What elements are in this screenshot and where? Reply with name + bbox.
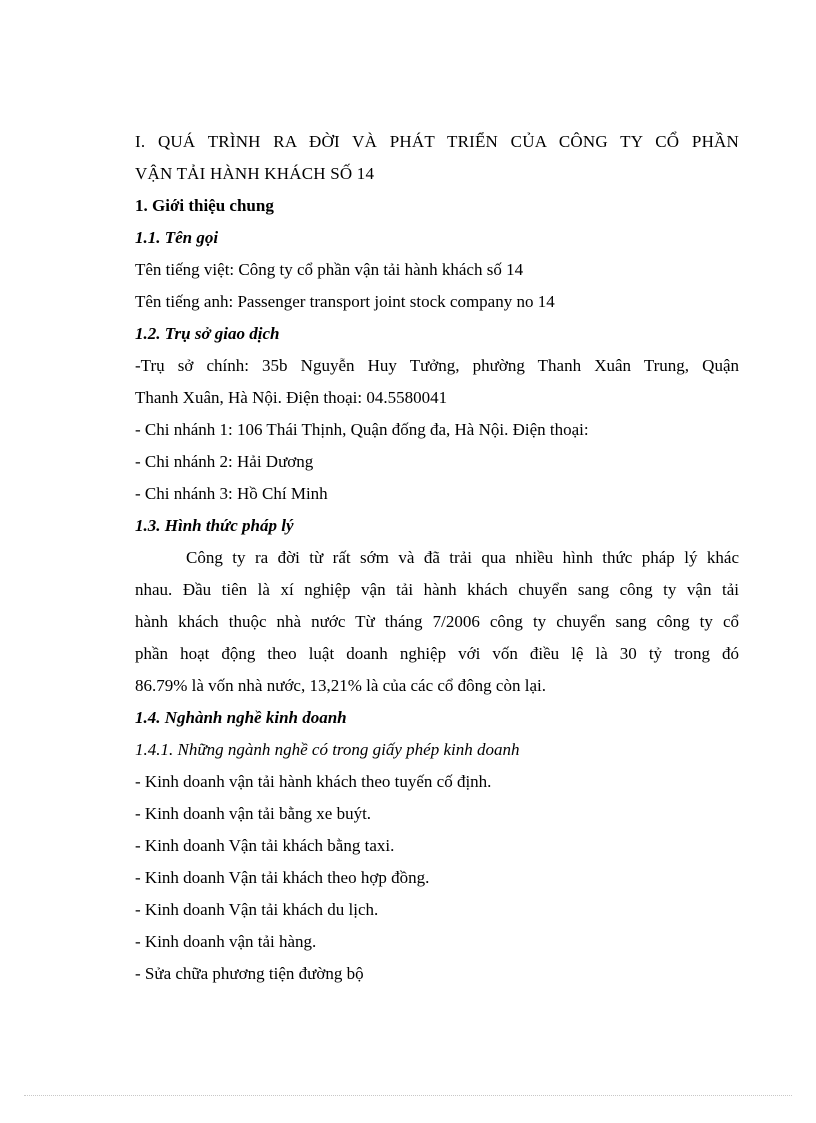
page-bottom-divider: [24, 1095, 792, 1096]
paragraph-line-4: phần hoạt động theo luật doanh nghiệp với vốn điều lệ là 30 tỷ trong đó: [135, 644, 739, 663]
branch-1: - Chi nhánh 1: 106 Thái Thịnh, Quận đống đa, Hà Nội. Điện thoại:: [135, 420, 589, 439]
section-1-4-heading: 1.4. Nghành nghề kinh doanh: [135, 708, 347, 727]
list-item: - Kinh doanh Vận tải khách theo hợp đồng.: [135, 868, 430, 887]
list-item: - Kinh doanh Vận tải khách du lịch.: [135, 900, 379, 919]
list-item: - Kinh doanh vận tải hành khách theo tuyến cố định.: [135, 772, 492, 791]
list-item: - Kinh doanh vận tải hàng.: [135, 932, 317, 951]
headquarters-line-1: -Trụ sở chính: 35b Nguyễn Huy Tưởng, phường Thanh Xuân Trung, Quận: [135, 356, 739, 375]
paragraph-line-5: 86.79% là vốn nhà nước, 13,21% là của các cổ đông còn lại.: [135, 676, 546, 695]
branch-3: - Chi nhánh 3: Hồ Chí Minh: [135, 484, 328, 503]
title-line-1: I. QUÁ TRÌNH RA ĐỜI VÀ PHÁT TRIỂN CỦA CÔNG TY CỔ PHẦN: [135, 132, 739, 151]
section-1-1-heading: 1.1. Tên gọi: [135, 228, 219, 247]
list-item: - Sửa chữa phương tiện đường bộ: [135, 964, 364, 983]
name-vietnamese: Tên tiếng việt: Công ty cổ phần vận tải hành khách số 14: [135, 260, 524, 279]
title-line-2: VẬN TẢI HÀNH KHÁCH SỐ 14: [135, 164, 375, 183]
paragraph-line-1: Công ty ra đời từ rất sớm và đã trải qua nhiều hình thức pháp lý khác: [186, 548, 739, 567]
branch-2: - Chi nhánh 2: Hải Dương: [135, 452, 314, 471]
paragraph-line-2: nhau. Đầu tiên là xí nghiệp vận tải hành khách chuyển sang công ty vận tải: [135, 580, 739, 599]
paragraph-line-3: hành khách thuộc nhà nước Từ tháng 7/2006 công ty chuyển sang công ty cổ: [135, 612, 739, 631]
section-1-heading: 1. Giới thiệu chung: [135, 196, 274, 215]
section-1-2-heading: 1.2. Trụ sở giao dịch: [135, 324, 280, 343]
section-1-4-1-heading: 1.4.1. Những ngành nghề có trong giấy phép kinh doanh: [135, 740, 520, 759]
name-english: Tên tiếng anh: Passenger transport joint stock company no 14: [135, 292, 555, 311]
document-page: [135, 126, 739, 990]
list-item: - Kinh doanh vận tải bằng xe buýt.: [135, 804, 372, 823]
section-1-3-heading: 1.3. Hình thức pháp lý: [135, 516, 294, 535]
list-item: - Kinh doanh Vận tải khách bằng taxi.: [135, 836, 395, 855]
headquarters-line-2: Thanh Xuân, Hà Nội. Điện thoại: 04.5580041: [135, 388, 448, 407]
